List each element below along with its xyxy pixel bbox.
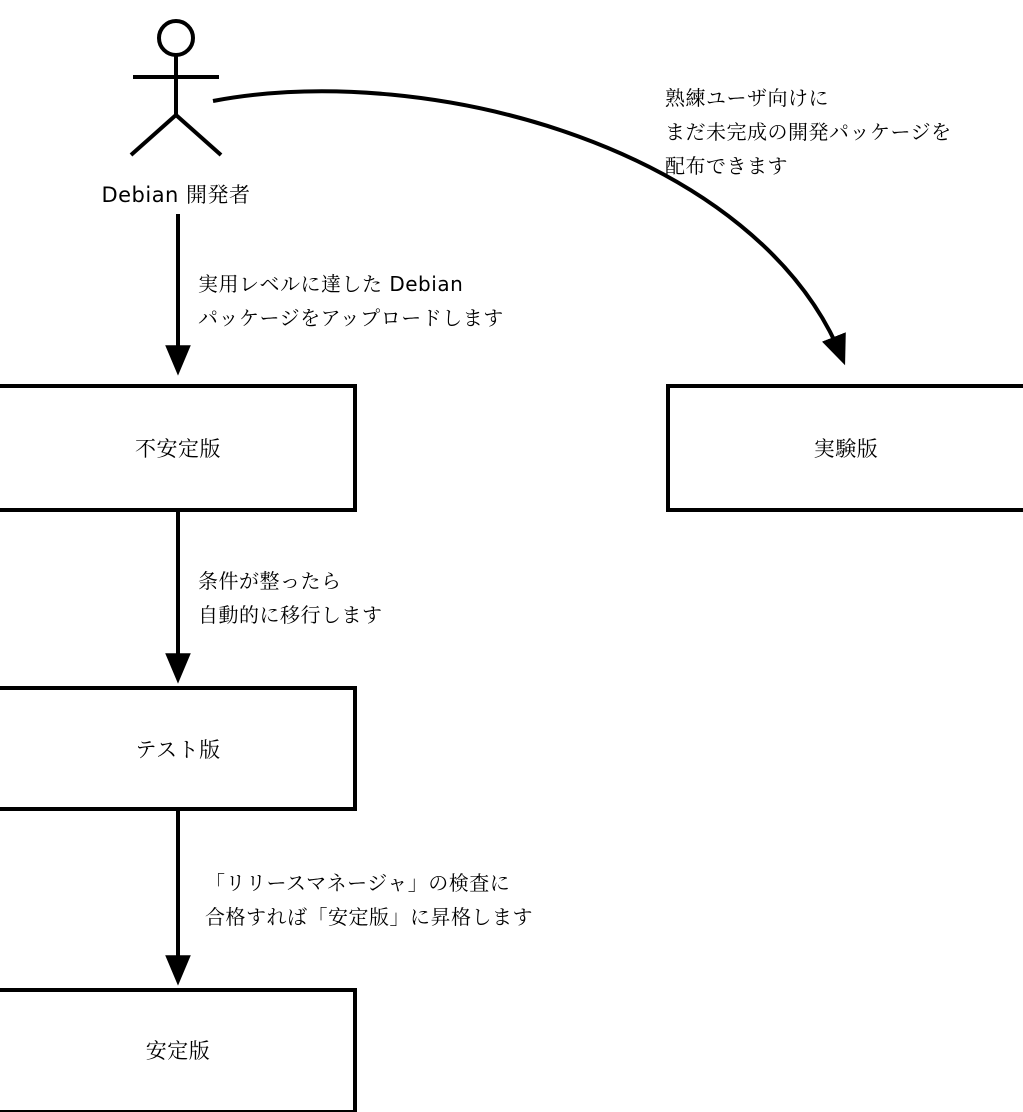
edge-testing-to-stable-label-line-2: 合格すれば「安定版」に昇格します	[205, 905, 533, 929]
edge-developer-to-unstable-label-line-1: 実用レベルに達した Debian	[198, 272, 464, 296]
developer-actor	[131, 21, 221, 155]
edge-unstable-to-testing-label-line-1: 条件が整ったら	[198, 569, 342, 593]
actor-leg-right	[176, 115, 221, 155]
edge-developer-to-experimental-label-line-3: 配布できます	[665, 154, 788, 178]
edge-developer-to-experimental-label-line-1: 熟練ユーザ向けに	[665, 86, 829, 110]
node-unstable-label: 不安定版	[135, 437, 221, 461]
developer-actor-label: Debian 開発者	[101, 183, 251, 207]
node-testing-label: テスト版	[135, 738, 221, 762]
edge-developer-to-experimental-label-line-2: まだ未完成の開発パッケージを	[665, 120, 952, 144]
edge-developer-to-unstable-label-line-2: パッケージをアップロードします	[198, 306, 504, 330]
edge-unstable-to-testing-label-line-2: 自動的に移行します	[198, 603, 383, 627]
node-stable-label: 安定版	[145, 1039, 211, 1063]
actor-head-icon	[159, 21, 193, 55]
node-experimental-label: 実験版	[813, 437, 879, 461]
actor-leg-left	[131, 115, 176, 155]
edge-testing-to-stable-label-line-1: 「リリースマネージャ」の検査に	[205, 871, 511, 895]
